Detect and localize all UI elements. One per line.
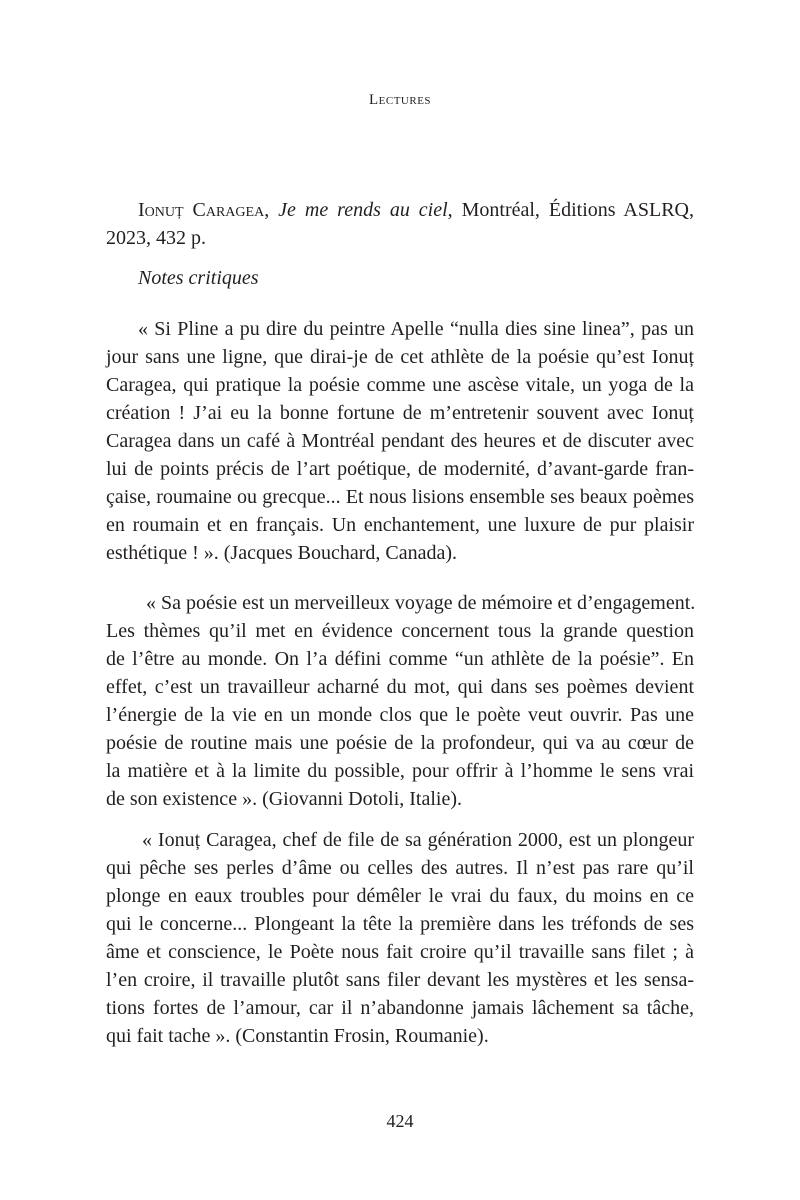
quote-line: tions fortes de l’amour, car il n’abandonne jamais lâchement sa tâche, bbox=[106, 997, 694, 1019]
quote-bouchard bbox=[106, 315, 694, 567]
quote-dotoli bbox=[106, 589, 694, 813]
quote-line: qui pêche ses perles d’âme ou celles des autres. Il n’est pas rare qu’il bbox=[106, 857, 694, 879]
quote-line: Caragea, qui pratique la poésie comme une ascèse vitale, un yoga de la bbox=[106, 374, 694, 396]
section-heading-block bbox=[106, 264, 694, 292]
quote-line: de l’être au monde. On l’a défini comme “un athlète de la poésie”. En bbox=[106, 648, 694, 670]
citation-line-2: 2023, 432 p. bbox=[106, 227, 206, 249]
quote-line: esthétique ! ». (Jacques Bouchard, Canada). bbox=[106, 542, 457, 564]
quote-line: l’en croire, il travaille plutôt sans filer devant les mystères et les sensa- bbox=[106, 969, 694, 991]
citation-title: Je me rends au ciel bbox=[278, 199, 448, 221]
quote-line: lui de points précis de l’art poétique, de modernité, d’avant-garde fran- bbox=[106, 458, 694, 480]
quote-line: Caragea dans un café à Montréal pendant des heures et de discuter avec bbox=[106, 430, 694, 452]
citation-separator: , bbox=[264, 199, 279, 221]
quote-line: çaise, roumaine ou grecque... Et nous lisions ensemble ses beaux poèmes bbox=[106, 486, 694, 508]
quote-line: l’énergie de la vie en un monde clos que le poète veut ouvrir. Pas une bbox=[106, 704, 694, 726]
citation-line-1 bbox=[106, 196, 694, 224]
book-citation bbox=[106, 196, 694, 252]
quote-line: « Ionuț Caragea, chef de file de sa génération 2000, est un plongeur bbox=[142, 829, 694, 851]
citation-publisher: , Montréal, Éditions ASLRQ, bbox=[447, 199, 694, 221]
quote-line: création ! J’ai eu la bonne fortune de m’entretenir souvent avec Ionuț bbox=[106, 402, 694, 424]
running-head: Lectures bbox=[368, 92, 432, 108]
quote-line: Les thèmes qu’il met en évidence concernent tous la grande question bbox=[106, 620, 694, 642]
quote-line: « Si Pline a pu dire du peintre Apelle “nulla dies sine linea”, pas un bbox=[138, 318, 694, 340]
quote-line: plonge en eaux troubles pour démêler le vrai du faux, du moins en ce bbox=[106, 885, 694, 907]
citation-author: Ionuț Caragea bbox=[138, 199, 265, 221]
page-number: 424 bbox=[386, 1111, 414, 1131]
quote-line: âme et conscience, le Poète nous fait croire qu’il travaille sans filet ; à bbox=[106, 941, 694, 963]
section-heading: Notes critiques bbox=[138, 267, 259, 289]
quote-line: qui le concerne... Plongeant la tête la première dans les tréfonds de ses bbox=[106, 913, 694, 935]
quote-line: la matière et à la limite du possible, pour offrir à l’homme le sens vrai bbox=[106, 760, 694, 782]
quote-line: « Sa poésie est un merveilleux voyage de mémoire et d’engagement. bbox=[146, 592, 696, 614]
quote-line: jour sans une ligne, que dirai-je de cet athlète de la poésie qu’est Ionuț bbox=[106, 346, 694, 368]
quote-line: de son existence ». (Giovanni Dotoli, Italie). bbox=[106, 788, 463, 810]
quote-line: en roumain et en français. Un enchantement, une luxure de pur plaisir bbox=[106, 514, 694, 536]
quote-line: poésie de routine mais une poésie de la profondeur, qui va au cœur de bbox=[106, 732, 694, 754]
quote-line: qui fait tache ». (Constantin Frosin, Roumanie). bbox=[106, 1025, 489, 1047]
quote-frosin bbox=[106, 826, 694, 1050]
quote-line: effet, c’est un travailleur acharné du mot, qui dans ses poèmes devient bbox=[106, 676, 694, 698]
